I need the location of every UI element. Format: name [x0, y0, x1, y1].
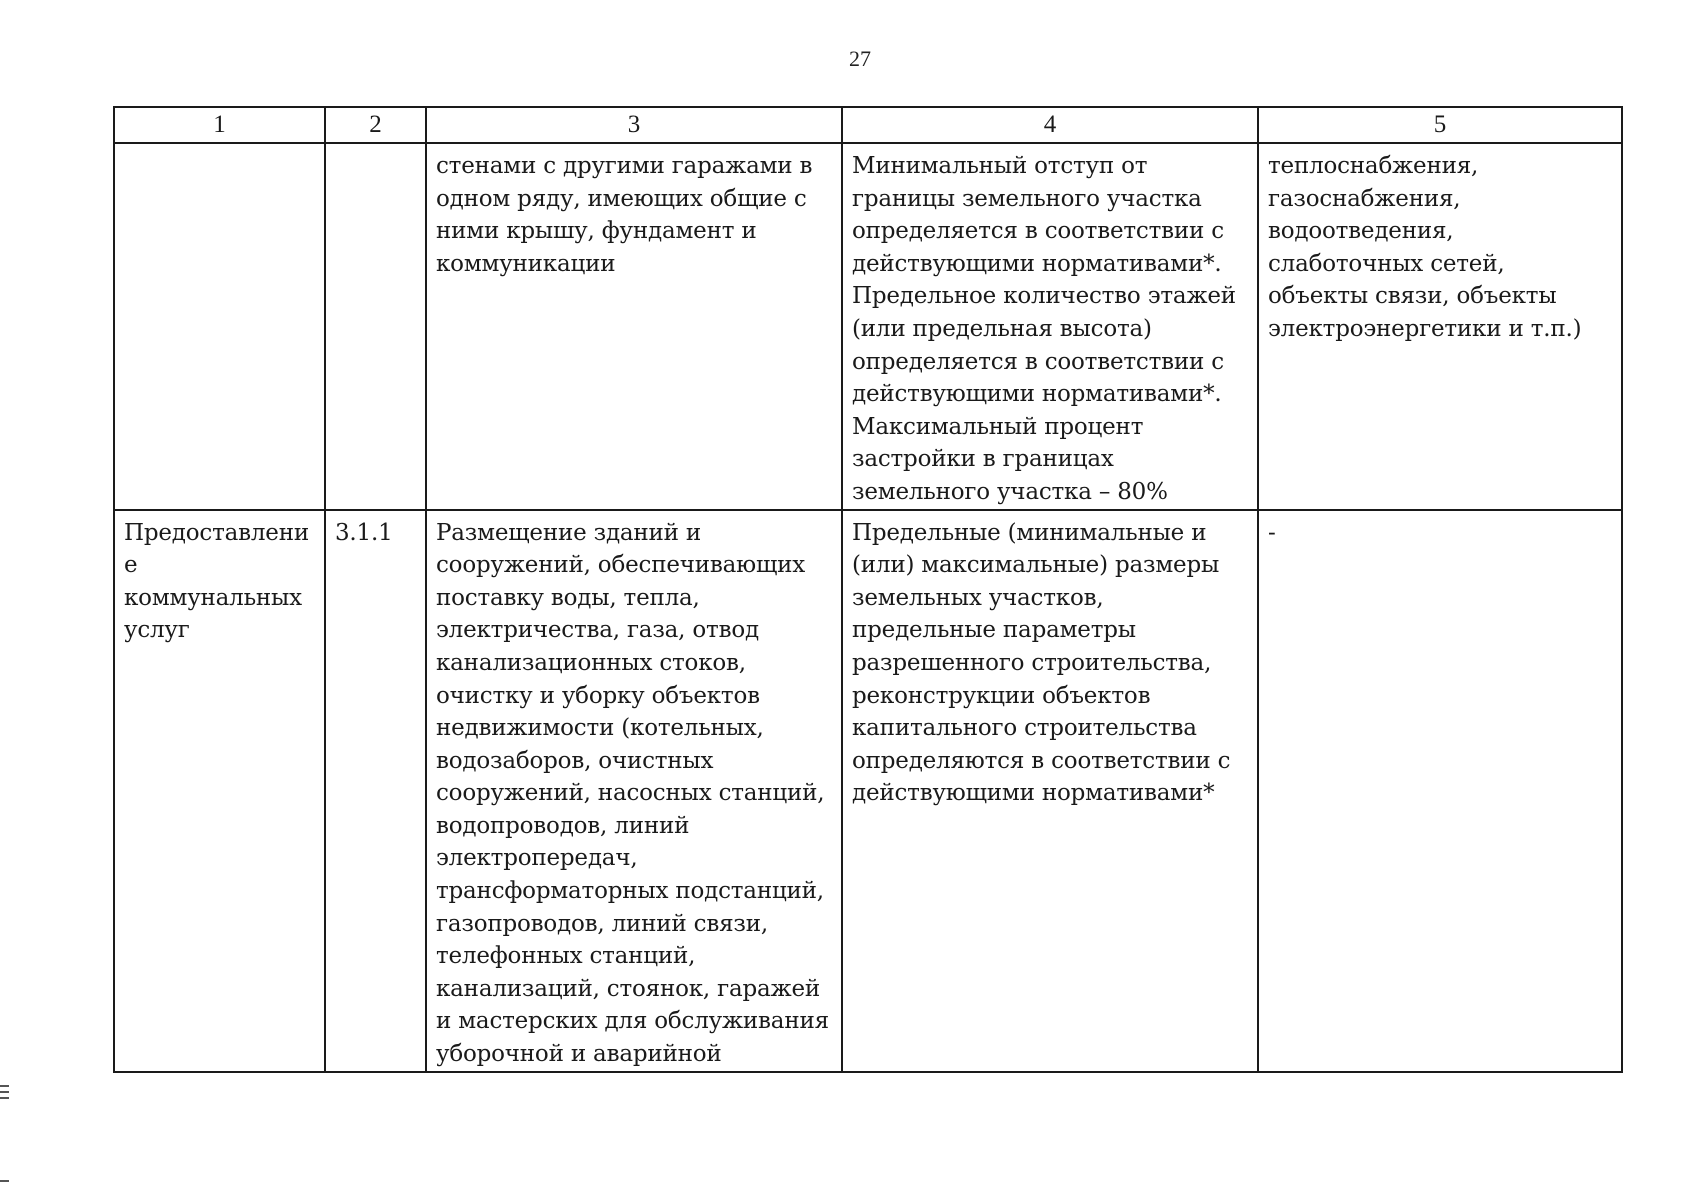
column-header-4: 4 [842, 107, 1258, 143]
column-header-3: 3 [426, 107, 842, 143]
cell-notes-text: - [1268, 519, 1276, 546]
scan-margin-mark [0, 1085, 9, 1087]
regulations-table [113, 106, 1623, 1073]
cell-notes [1258, 510, 1622, 1072]
cell-use-description [426, 143, 842, 510]
table-header-row [114, 107, 1622, 143]
page-number: 27 [849, 46, 871, 71]
cell-parameters-text: Предельные (минимальные и (или) максимальные) размеры земельных участков, предельные параметры разрешенного строительства, реконструкции объектов капитального строительства определяются в соответствии с действующими нормативами* [852, 519, 1231, 807]
scan-margin-mark [0, 1097, 9, 1099]
cell-use-description [426, 510, 842, 1072]
table-row [114, 510, 1622, 1072]
scan-margin-mark [0, 1091, 9, 1093]
cell-parameters [842, 510, 1258, 1072]
column-header-5: 5 [1258, 107, 1622, 143]
column-header-1: 1 [114, 107, 325, 143]
cell-parameters [842, 143, 1258, 510]
cell-use-description-text: Размещение зданий и сооружений, обеспечивающих поставку воды, тепла, электричества, газа, отвод канализационных стоков, очистку и уборку объектов недвижимости (котельных, водозаборов, очистных сооружений, насосных станций, водопроводов, линий электропередач, трансформаторных подстанций, газопроводов, линий связи, телефонных станций, канализаций, стоянок, гаражей и мастерских для обслуживания уборочной и аварийной [436, 519, 829, 1068]
cell-use-name [114, 143, 325, 510]
cell-use-name [114, 510, 325, 1072]
column-header-2: 2 [325, 107, 426, 143]
cell-use-description-text: стенами с другими гаражами в одном ряду, имеющих общие с ними крышу, фундамент и коммуникации [436, 153, 813, 277]
cell-use-name-text: Предоставлени е коммунальных услуг [124, 519, 309, 644]
cell-notes [1258, 143, 1622, 510]
cell-use-code-text: 3.1.1 [335, 519, 393, 546]
table-row [114, 143, 1622, 510]
cell-use-code [325, 143, 426, 510]
scan-margin-mark [0, 1180, 9, 1182]
cell-notes-text: теплоснабжения, газоснабжения, водоотведения, слаботочных сетей, объекты связи, объекты электроэнергетики и т.п.) [1268, 153, 1582, 342]
cell-use-code [325, 510, 426, 1072]
cell-parameters-text: Минимальный отступ от границы земельного участка определяется в соответствии с действующими нормативами*. Предельное количество этажей (или предельная высота) определяется в соответствии с действующими нормативами*. Максимальный процент застройки в границах земельного участка – 80% [852, 153, 1236, 505]
